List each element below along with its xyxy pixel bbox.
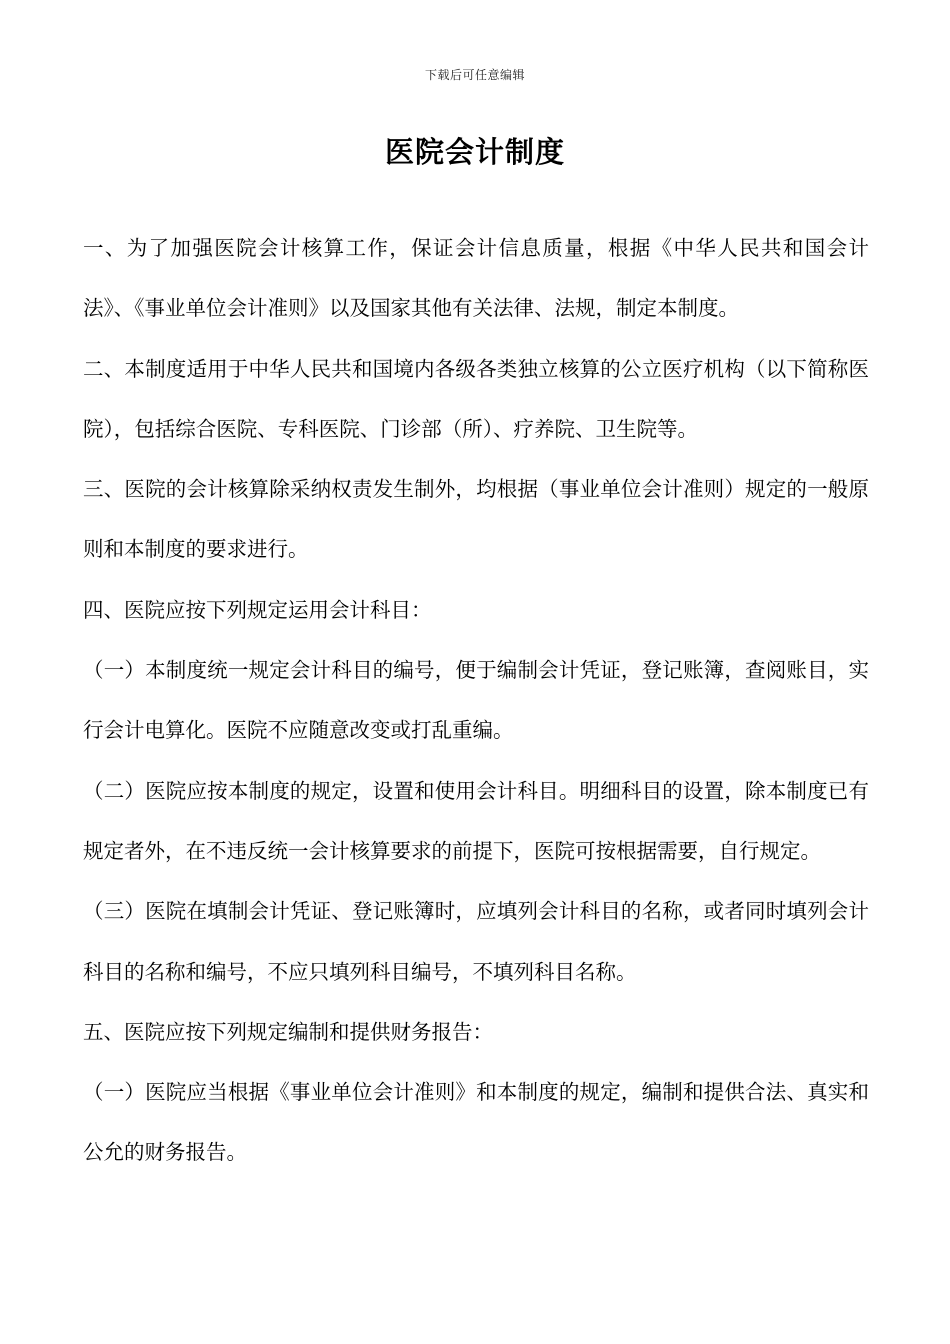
paragraph-6: （二）医院应按本制度的规定，设置和使用会计科目。明细科目的设置，除本制度已有规定者外，在不违反统一会计核算要求的前提下，医院可按根据需要，自行规定。 (83, 778, 869, 863)
document-title: 医院会计制度 (384, 135, 565, 169)
paragraph-1: 一、为了加强医院会计核算工作，保证会计信息质量，根据《中华人民共和国会计法》、《事业单位会计准则》以及国家其他有关法律、法规，制定本制度。 (83, 236, 869, 321)
paragraph-3: 三、医院的会计核算除采纳权责发生制外，均根据（事业单位会计准则）规定的一般原则和本制度的要求进行。 (83, 477, 869, 562)
paragraph-8: 五、医院应按下列规定编制和提供财务报告： (83, 1019, 493, 1044)
paragraph-2: 二、本制度适用于中华人民共和国境内各级各类独立核算的公立医疗机构（以下简称医院），包括综合医院、专科医院、门诊部（所）、疗养院、卫生院等。 (83, 356, 869, 441)
header-note: 下载后可任意编辑 (424, 68, 525, 82)
paragraph-4: 四、医院应按下列规定运用会计科目： (83, 597, 432, 622)
paragraph-9: （一）医院应当根据《事业单位会计准则》和本制度的规定，编制和提供合法、真实和公允的财务报告。 (83, 1080, 869, 1165)
paragraph-7: （三）医院在填制会计凭证、登记账簿时，应填列会计科目的名称，或者同时填列会计科目的名称和编号，不应只填列科目编号，不填列科目名称。 (83, 899, 869, 984)
document-body (83, 218, 869, 1183)
paragraph-5: （一）本制度统一规定会计科目的编号，便于编制会计凭证，登记账簿，查阅账目，实行会计电算化。医院不应随意改变或打乱重编。 (83, 658, 869, 743)
